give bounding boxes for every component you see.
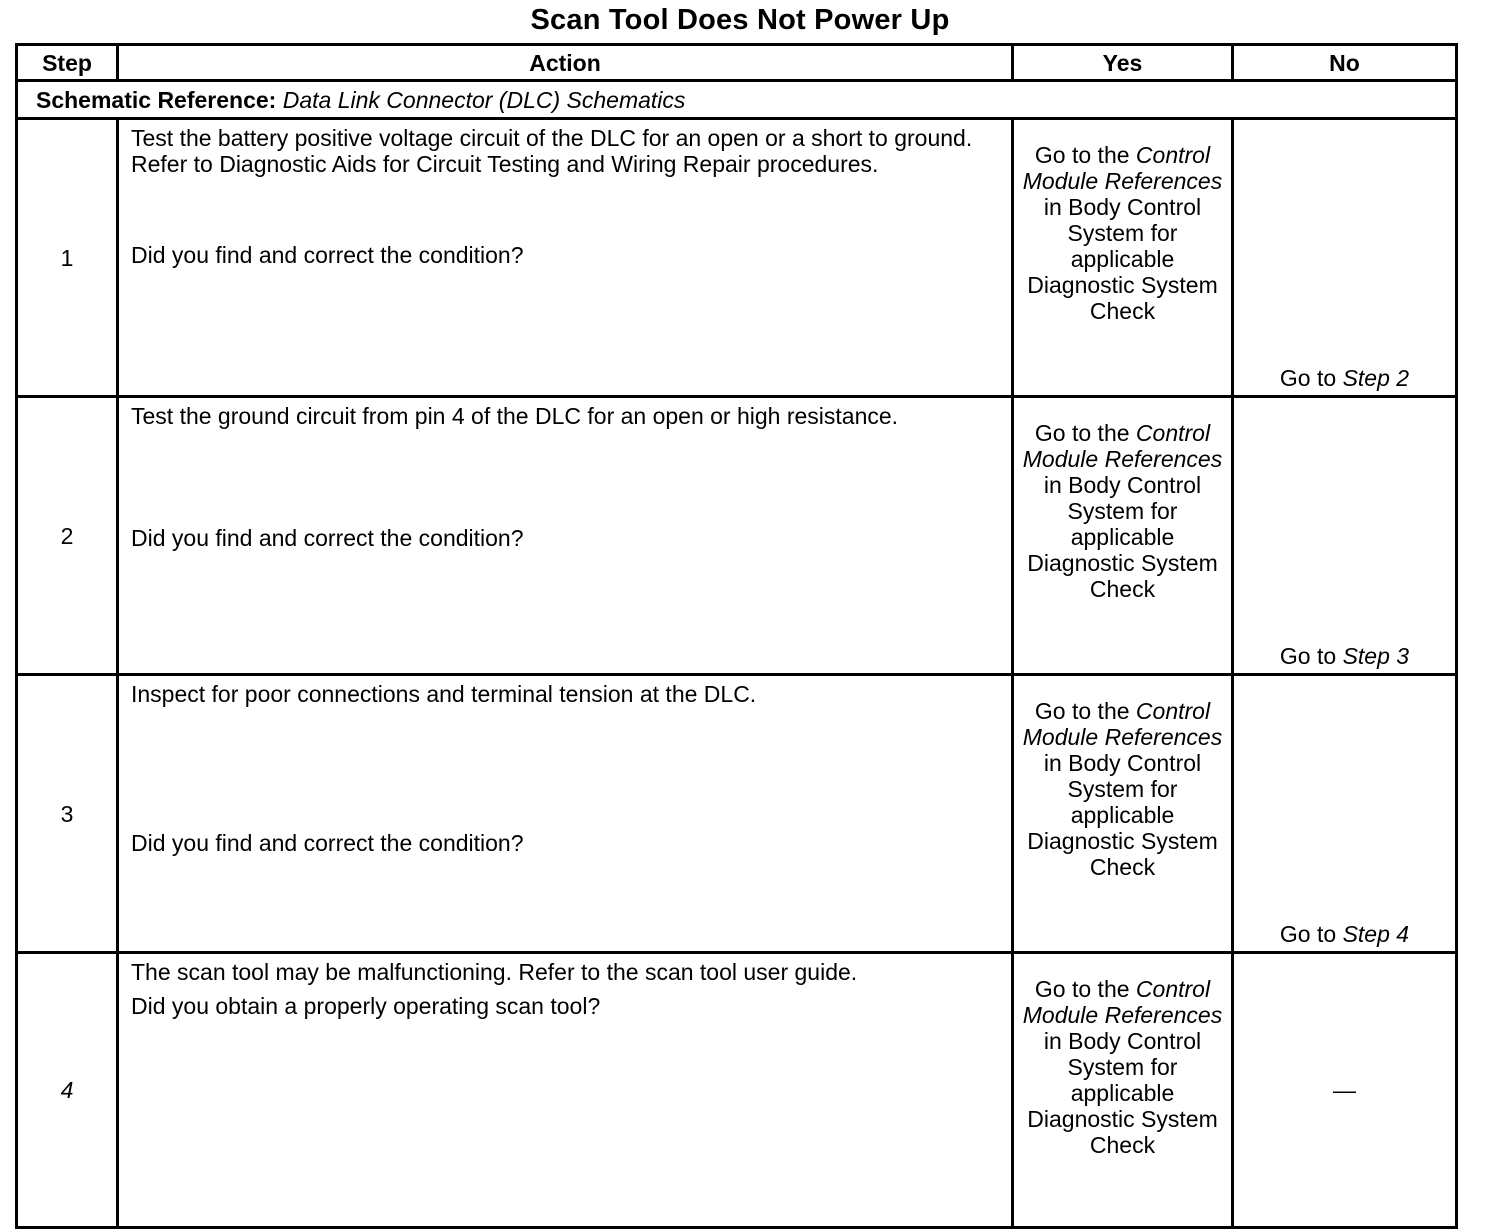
step-number: 3 — [17, 675, 118, 953]
action-text: The scan tool may be malfunctioning. Refer to the scan tool user guide. — [131, 959, 858, 985]
yes-text-pre: Go to the — [1034, 142, 1136, 168]
action-question: Did you obtain a properly operating scan tool? — [131, 993, 601, 1019]
no-cell: — — [1233, 953, 1457, 1228]
header-row — [17, 45, 1457, 81]
action-text: Test the ground circuit from pin 4 of the DLC for an open or high resistance. — [131, 403, 899, 429]
action-question: Did you find and correct the condition? — [131, 830, 524, 856]
step-number: 1 — [17, 119, 118, 397]
schematic-row — [17, 81, 1457, 119]
action-text: Test the battery positive voltage circuit of the DLC for an open or a short to ground. Refer to Diagnostic Aids for Circuit Testing and Wiring Repair procedures. — [131, 125, 973, 177]
yes-link[interactable]: Control Module References — [1022, 976, 1223, 1028]
yes-cell — [1013, 953, 1233, 1228]
action-question: Did you find and correct the condition? — [131, 242, 524, 268]
yes-text-post: in Body Control System for applicable Diagnostic System Check — [1027, 472, 1218, 602]
header-yes: Yes — [1013, 45, 1233, 81]
no-step-link[interactable]: Step 2 — [1342, 365, 1410, 391]
schematic-label: Schematic Reference: — [36, 86, 277, 113]
no-cell — [1233, 397, 1457, 675]
header-no: No — [1233, 45, 1457, 81]
yes-link[interactable]: Control Module References — [1022, 698, 1223, 750]
yes-cell — [1013, 119, 1233, 397]
table-row — [17, 397, 1457, 675]
no-step-link[interactable]: Step 4 — [1342, 921, 1410, 947]
yes-link[interactable]: Control Module References — [1022, 142, 1223, 194]
schematic-reference — [17, 81, 1457, 119]
yes-text-pre: Go to the — [1034, 698, 1136, 724]
yes-cell — [1013, 397, 1233, 675]
no-go-to: Go to — [1279, 643, 1343, 669]
action-question: Did you find and correct the condition? — [131, 525, 524, 551]
no-cell — [1233, 119, 1457, 397]
no-step-link[interactable]: Step 3 — [1342, 643, 1410, 669]
table-row — [17, 675, 1457, 953]
yes-cell — [1013, 675, 1233, 953]
yes-text-post: in Body Control System for applicable Diagnostic System Check — [1027, 1028, 1218, 1158]
schematic-link[interactable]: Data Link Connector (DLC) Schematics — [282, 86, 686, 113]
yes-text-pre: Go to the — [1034, 976, 1136, 1002]
diagnostic-table — [15, 43, 1458, 1229]
action-cell — [118, 953, 1013, 1228]
yes-text-post: in Body Control System for applicable Diagnostic System Check — [1027, 750, 1218, 880]
table-row — [17, 119, 1457, 397]
yes-text-post: in Body Control System for applicable Diagnostic System Check — [1027, 194, 1218, 324]
action-text: Inspect for poor connections and terminal tension at the DLC. — [131, 681, 757, 707]
action-cell — [118, 675, 1013, 953]
step-number: 4 — [17, 953, 118, 1228]
step-number: 2 — [17, 397, 118, 675]
action-cell — [118, 397, 1013, 675]
header-action: Action — [118, 45, 1013, 81]
no-go-to: Go to — [1279, 921, 1343, 947]
no-go-to: Go to — [1279, 365, 1343, 391]
action-cell — [118, 119, 1013, 397]
page-title: Scan Tool Does Not Power Up — [530, 4, 950, 36]
table-row — [17, 953, 1457, 1228]
header-step: Step — [17, 45, 118, 81]
no-cell — [1233, 675, 1457, 953]
yes-link[interactable]: Control Module References — [1022, 420, 1223, 472]
yes-text-pre: Go to the — [1034, 420, 1136, 446]
